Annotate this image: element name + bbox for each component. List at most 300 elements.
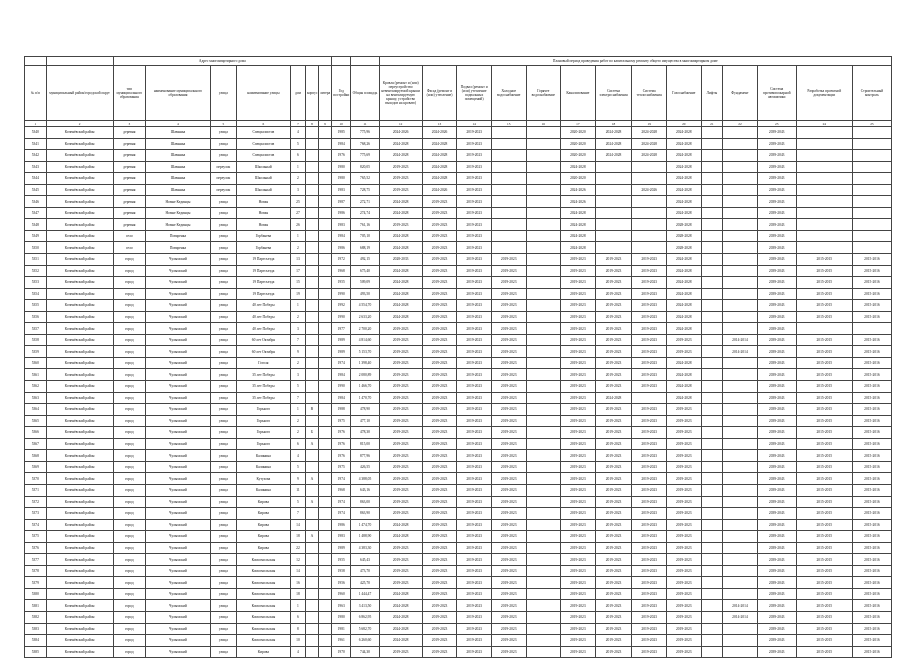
table-cell: 2019-2023 (457, 254, 492, 266)
table-cell: 2019-2023 (561, 646, 596, 658)
column-number: 22 (723, 121, 758, 127)
table-cell: 2019-2023 (422, 265, 457, 277)
table-cell: 2019-2023 (457, 184, 492, 196)
table-cell: 2019-2023 (632, 473, 667, 485)
table-cell (701, 542, 723, 554)
table-cell (701, 219, 723, 231)
table-cell (526, 577, 561, 589)
table-cell: 5 (290, 461, 305, 473)
table-cell: 2019-2023 (379, 577, 422, 589)
table-cell (491, 207, 526, 219)
table-cell: Кирова (236, 531, 290, 543)
table-cell: 2024-2028 (666, 184, 701, 196)
table-cell: 2019-2023 (561, 473, 596, 485)
table-cell: 5 (290, 381, 305, 393)
table-cell: Горбанева (236, 230, 290, 242)
table-cell: 2015-2015 (796, 277, 852, 289)
table-cell: 2015-2016 (852, 415, 891, 427)
table-cell: улица (210, 230, 236, 242)
table-cell: улица (210, 369, 236, 381)
table-cell: город (113, 369, 145, 381)
table-cell (723, 531, 758, 543)
table-cell: 2024-2028 (561, 242, 596, 254)
table-cell: 2024-2026 (632, 184, 667, 196)
table-cell (526, 334, 561, 346)
table-cell: Чулымский (146, 588, 211, 600)
table-cell: 2019-2023 (457, 577, 492, 589)
column-header: наименование улицы (236, 66, 290, 121)
table-cell: 5345 (25, 184, 47, 196)
table-cell: 2039-2043 (757, 184, 796, 196)
table-cell: 9 (290, 346, 305, 358)
table-cell (701, 565, 723, 577)
table-cell: Коченёвский район (46, 184, 113, 196)
table-cell: 1 (290, 404, 305, 416)
table-cell: 1960 (331, 588, 350, 600)
table-cell: Чулымский (146, 473, 211, 485)
table-cell (723, 381, 758, 393)
table-cell (701, 415, 723, 427)
table-cell (318, 300, 331, 312)
table-cell: 2039-2043 (757, 611, 796, 623)
table-cell: 2014-2014 (723, 600, 758, 612)
table-cell: город (113, 531, 145, 543)
table-cell: улица (210, 346, 236, 358)
table-row (25, 542, 892, 554)
table-cell: 2019-2023 (632, 311, 667, 323)
table-cell: 2019-2023 (491, 577, 526, 589)
table-cell: Коченёвский район (46, 484, 113, 496)
table-cell: 2019-2023 (379, 219, 422, 231)
table-cell: 2019-2023 (595, 254, 632, 266)
table-cell: переулок (210, 161, 236, 173)
table-cell: 2019-2023 (561, 381, 596, 393)
table-cell (701, 196, 723, 208)
table-cell: 3 (290, 323, 305, 335)
table-row (25, 311, 892, 323)
table-cell: 2019-2023 (379, 542, 422, 554)
table-cell (526, 230, 561, 242)
table-cell: 2019-2023 (422, 254, 457, 266)
table-cell: 35 лет Победы (236, 381, 290, 393)
table-row (25, 207, 892, 219)
table-cell: 2015-2016 (852, 611, 891, 623)
table-cell: 2024-2028 (379, 265, 422, 277)
table-cell: 2039-2043 (757, 334, 796, 346)
table-cell (852, 323, 891, 335)
table-cell (318, 542, 331, 554)
table-cell: 272,71 (351, 196, 379, 208)
table-cell (852, 219, 891, 231)
table-cell (595, 161, 632, 173)
table-cell: 2019-2023 (632, 450, 667, 462)
table-cell (526, 357, 561, 369)
table-cell: 2019-2023 (491, 334, 526, 346)
table-cell: 2019-2023 (422, 450, 457, 462)
table-cell: 2024-2028 (632, 138, 667, 150)
table-cell: 2024-2028 (561, 230, 596, 242)
table-cell (632, 196, 667, 208)
table-cell: 2019-2023 (491, 635, 526, 647)
table-cell: 2019-2023 (457, 300, 492, 312)
table-cell: 2019-2023 (422, 415, 457, 427)
table-cell: 5375 (25, 531, 47, 543)
table-cell (526, 600, 561, 612)
table-cell: улица (210, 300, 236, 312)
table-cell (306, 542, 319, 554)
table-cell: Чулымский (146, 450, 211, 462)
table-cell: 2028-2033 (379, 254, 422, 266)
table-cell: город (113, 392, 145, 404)
column-number: 4 (146, 121, 211, 127)
table-cell: 2039-2043 (757, 357, 796, 369)
table-cell: Коченёвский район (46, 438, 113, 450)
table-cell (723, 254, 758, 266)
table-cell: 2019-2023 (422, 404, 457, 416)
table-cell: 2019-2023 (561, 404, 596, 416)
table-cell: 1974 (331, 496, 350, 508)
table-cell: В (306, 404, 319, 416)
table-cell: 2015-2016 (852, 288, 891, 300)
table-cell (526, 323, 561, 335)
table-cell: 2019-2023 (379, 508, 422, 520)
table-cell (852, 150, 891, 162)
table-cell: 2019-2023 (632, 623, 667, 635)
table-cell: 2020-2020 (561, 138, 596, 150)
table-cell: 2015-2016 (852, 334, 891, 346)
table-cell: 2019-2023 (666, 484, 701, 496)
table-cell: 2039-2043 (757, 346, 796, 358)
column-header: Газоснабжение (666, 66, 701, 121)
table-cell: 863,90 (351, 508, 379, 520)
table-cell: 2019-2023 (422, 381, 457, 393)
table-cell (526, 611, 561, 623)
table-cell: 2019-2023 (595, 334, 632, 346)
table-cell (318, 635, 331, 647)
table-cell: 2019-2023 (561, 300, 596, 312)
table-cell: Новая (236, 196, 290, 208)
table-cell (701, 588, 723, 600)
table-cell (723, 496, 758, 508)
table-cell (723, 438, 758, 450)
table-cell: 2014-2014 (723, 611, 758, 623)
table-cell: 5366 (25, 427, 47, 439)
table-cell (796, 127, 852, 139)
table-cell: 1975 (331, 461, 350, 473)
table-cell: 2019-2023 (457, 196, 492, 208)
table-cell: 19 Партсъезда (236, 254, 290, 266)
table-cell: Новые Кединцы (146, 207, 211, 219)
table-cell: Комсомольская (236, 623, 290, 635)
table-cell: 2019-2023 (561, 415, 596, 427)
table-cell: 2024-2028 (379, 300, 422, 312)
table-cell: 2019-2023 (491, 254, 526, 266)
table-cell: 2024-2028 (666, 357, 701, 369)
table-cell (701, 577, 723, 589)
table-cell: Коченёвский район (46, 150, 113, 162)
table-cell: 2019-2023 (457, 230, 492, 242)
column-header: Система противопожарной автоматики (757, 66, 796, 121)
table-cell: Кирова (236, 508, 290, 520)
table-cell: Чулымский (146, 496, 211, 508)
table-cell (632, 161, 667, 173)
table-cell: 2019-2023 (379, 357, 422, 369)
table-cell: деревня (113, 138, 145, 150)
table-cell: 2019-2023 (379, 161, 422, 173)
table-cell: 7 (290, 392, 305, 404)
table-cell: 1974 (331, 473, 350, 485)
table-cell: улица (210, 254, 236, 266)
table-cell: 1980 (331, 611, 350, 623)
table-cell: 775,69 (351, 150, 379, 162)
table-cell: 426,55 (351, 461, 379, 473)
table-row (25, 427, 892, 439)
table-cell: Новая (236, 207, 290, 219)
table-cell: 2019-2023 (379, 334, 422, 346)
table-cell: 1 398,40 (351, 357, 379, 369)
table-cell: 2019-2023 (491, 277, 526, 289)
table-cell: 2019-2023 (457, 508, 492, 520)
table-cell: 477,10 (351, 415, 379, 427)
table-cell (526, 196, 561, 208)
table-cell: Чулымский (146, 600, 211, 612)
table-cell: 6 (290, 438, 305, 450)
table-cell: Коченёвский район (46, 531, 113, 543)
table-cell: Комсомольская (236, 588, 290, 600)
table-cell: Калинина (236, 484, 290, 496)
table-cell: 2019-2023 (561, 565, 596, 577)
table-cell: 1 488,90 (351, 531, 379, 543)
table-cell: А (306, 531, 319, 543)
table-cell: 2019-2023 (491, 611, 526, 623)
table-cell: Коченёвский район (46, 323, 113, 335)
table-cell: Гоголя (236, 357, 290, 369)
table-cell: Комсомольская (236, 600, 290, 612)
table-cell (526, 404, 561, 416)
table-cell: 2024-2026 (422, 184, 457, 196)
table-cell: Кирова (236, 519, 290, 531)
table-cell: 2019-2023 (457, 161, 492, 173)
table-cell: 2019-2023 (379, 184, 422, 196)
table-cell (701, 473, 723, 485)
table-cell (318, 392, 331, 404)
table-cell: Горького (236, 427, 290, 439)
table-cell: 2019-2023 (595, 288, 632, 300)
table-cell: 2019-2023 (561, 508, 596, 520)
table-cell: 705,10 (351, 230, 379, 242)
table-cell: город (113, 496, 145, 508)
table-cell (526, 635, 561, 647)
table-cell: 2019-2023 (561, 357, 596, 369)
table-cell: 2019-2023 (632, 554, 667, 566)
table-cell: 2019-2023 (632, 646, 667, 658)
table-cell: 2015-2015 (796, 427, 852, 439)
table-row (25, 138, 892, 150)
table-cell: 2019-2023 (422, 588, 457, 600)
table-cell: 1956 (331, 577, 350, 589)
table-cell: 2019-2023 (632, 600, 667, 612)
table-cell: 2019-2023 (666, 635, 701, 647)
table-cell: 2019-2023 (632, 346, 667, 358)
table-cell: 2 (290, 357, 305, 369)
table-cell: 1968 (331, 484, 350, 496)
table-cell: город (113, 300, 145, 312)
table-cell: 645,43 (351, 554, 379, 566)
table-cell: 492,15 (351, 254, 379, 266)
table-cell: 2015-2016 (852, 484, 891, 496)
table-cell: Коченёвский район (46, 242, 113, 254)
table-cell: 2019-2023 (422, 427, 457, 439)
table-cell (723, 161, 758, 173)
table-cell: 2019-2023 (422, 323, 457, 335)
table-cell: Коченёвский район (46, 369, 113, 381)
table-cell: 2039-2043 (757, 127, 796, 139)
table-cell: 2015-2016 (852, 508, 891, 520)
table-cell: 2019-2023 (422, 230, 457, 242)
table-cell: 2024-2028 (379, 242, 422, 254)
table-cell (595, 184, 632, 196)
table-cell (632, 392, 667, 404)
table-cell: 2019-2023 (561, 542, 596, 554)
table-cell: 2019-2023 (666, 438, 701, 450)
table-cell: 2039-2043 (757, 311, 796, 323)
table-cell: 2024-2028 (561, 161, 596, 173)
table-cell: 2019-2023 (457, 207, 492, 219)
column-header: Разработка проектной документации (796, 66, 852, 121)
table-cell: Школьный (236, 161, 290, 173)
table-cell (318, 150, 331, 162)
table-cell: 2 080,89 (351, 369, 379, 381)
table-cell: 2019-2023 (379, 450, 422, 462)
table-cell: 2015-2015 (796, 254, 852, 266)
table-cell (526, 484, 561, 496)
table-cell: 2039-2043 (757, 519, 796, 531)
table-cell: 22 (290, 542, 305, 554)
table-cell: 5363 (25, 392, 47, 404)
table-cell: Кирова (236, 646, 290, 658)
table-cell: Коченёвский район (46, 404, 113, 416)
table-cell: Коченёвский район (46, 461, 113, 473)
table-cell (723, 450, 758, 462)
table-cell: 2019-2023 (595, 508, 632, 520)
table-cell: 2015-2015 (796, 646, 852, 658)
table-cell: Чулымский (146, 519, 211, 531)
table-cell: Школьный (236, 184, 290, 196)
table-cell: 2019-2023 (666, 461, 701, 473)
table-cell (318, 173, 331, 185)
table-cell: 8 (290, 623, 305, 635)
table-cell: 3 (290, 369, 305, 381)
table-cell: 2015-2015 (796, 438, 852, 450)
table-cell: деревня (113, 207, 145, 219)
table-cell (526, 150, 561, 162)
table-cell: 2024-2028 (379, 623, 422, 635)
table-cell: 3 413,50 (351, 600, 379, 612)
table-cell: город (113, 415, 145, 427)
table-cell: А (306, 496, 319, 508)
table-cell: 2019-2023 (491, 265, 526, 277)
table-cell: Коченёвский район (46, 427, 113, 439)
table-cell: 5371 (25, 484, 47, 496)
table-cell: Чулымский (146, 565, 211, 577)
table-cell: 2019-2023 (632, 496, 667, 508)
table-cell (318, 623, 331, 635)
table-cell: 2019-2023 (595, 311, 632, 323)
table-cell: 2024-2028 (379, 150, 422, 162)
table-cell: 2019-2023 (595, 531, 632, 543)
table-cell: 5348 (25, 219, 47, 231)
table-cell: 478,30 (351, 427, 379, 439)
table-cell: 2024-2028 (379, 230, 422, 242)
table-cell: 2019-2023 (457, 311, 492, 323)
table-cell: 2019-2023 (666, 346, 701, 358)
table-cell: 2019-2023 (422, 473, 457, 485)
table-cell: Коченёвский район (46, 207, 113, 219)
table-cell: 2019-2023 (666, 565, 701, 577)
table-cell: 765,52 (351, 173, 379, 185)
table-cell: 2039-2043 (757, 254, 796, 266)
table-row (25, 646, 892, 658)
table-cell (723, 415, 758, 427)
table-cell: 2019-2023 (379, 484, 422, 496)
table-cell (796, 173, 852, 185)
table-cell (491, 230, 526, 242)
table-cell: 2019-2023 (457, 461, 492, 473)
table-cell: 2039-2043 (757, 265, 796, 277)
table-cell: 2039-2043 (757, 381, 796, 393)
table-cell (306, 450, 319, 462)
column-header: наименование муниципального образования (146, 66, 211, 121)
table-cell: 2019-2023 (457, 334, 492, 346)
table-cell: Специалистов (236, 127, 290, 139)
table-cell (318, 381, 331, 393)
table-cell (595, 242, 632, 254)
table-cell: улица (210, 611, 236, 623)
table-cell (318, 588, 331, 600)
table-cell (632, 242, 667, 254)
table-cell: 2024-2028 (422, 161, 457, 173)
table-cell: 2024-2028 (595, 138, 632, 150)
table-cell (318, 427, 331, 439)
table-cell: 2039-2043 (757, 300, 796, 312)
table-cell: Коченёвский район (46, 623, 113, 635)
table-cell (701, 323, 723, 335)
table-cell: 2015-2016 (852, 254, 891, 266)
table-cell: 2019-2023 (595, 461, 632, 473)
table-cell: 2019-2023 (457, 611, 492, 623)
table-cell: 2019-2023 (491, 438, 526, 450)
table-cell: 2015-2016 (852, 450, 891, 462)
table-cell: 5353 (25, 277, 47, 289)
table-cell: деревня (113, 184, 145, 196)
table-cell (318, 288, 331, 300)
table-cell: 2019-2023 (379, 404, 422, 416)
table-cell: Горького (236, 415, 290, 427)
table-cell: улица (210, 207, 236, 219)
table-row (25, 161, 892, 173)
table-cell: Шавынка (146, 173, 211, 185)
table-cell: 2019-2023 (666, 334, 701, 346)
table-cell: 5382 (25, 611, 47, 623)
table-cell: 2019-2023 (632, 565, 667, 577)
table-cell: 2019-2023 (491, 381, 526, 393)
table-row (25, 600, 892, 612)
table-cell: Коченёвский район (46, 219, 113, 231)
table-cell: 2019-2023 (422, 300, 457, 312)
table-cell: Новые Кединцы (146, 219, 211, 231)
table-cell: Кирова (236, 496, 290, 508)
table-cell: 2019-2023 (595, 519, 632, 531)
